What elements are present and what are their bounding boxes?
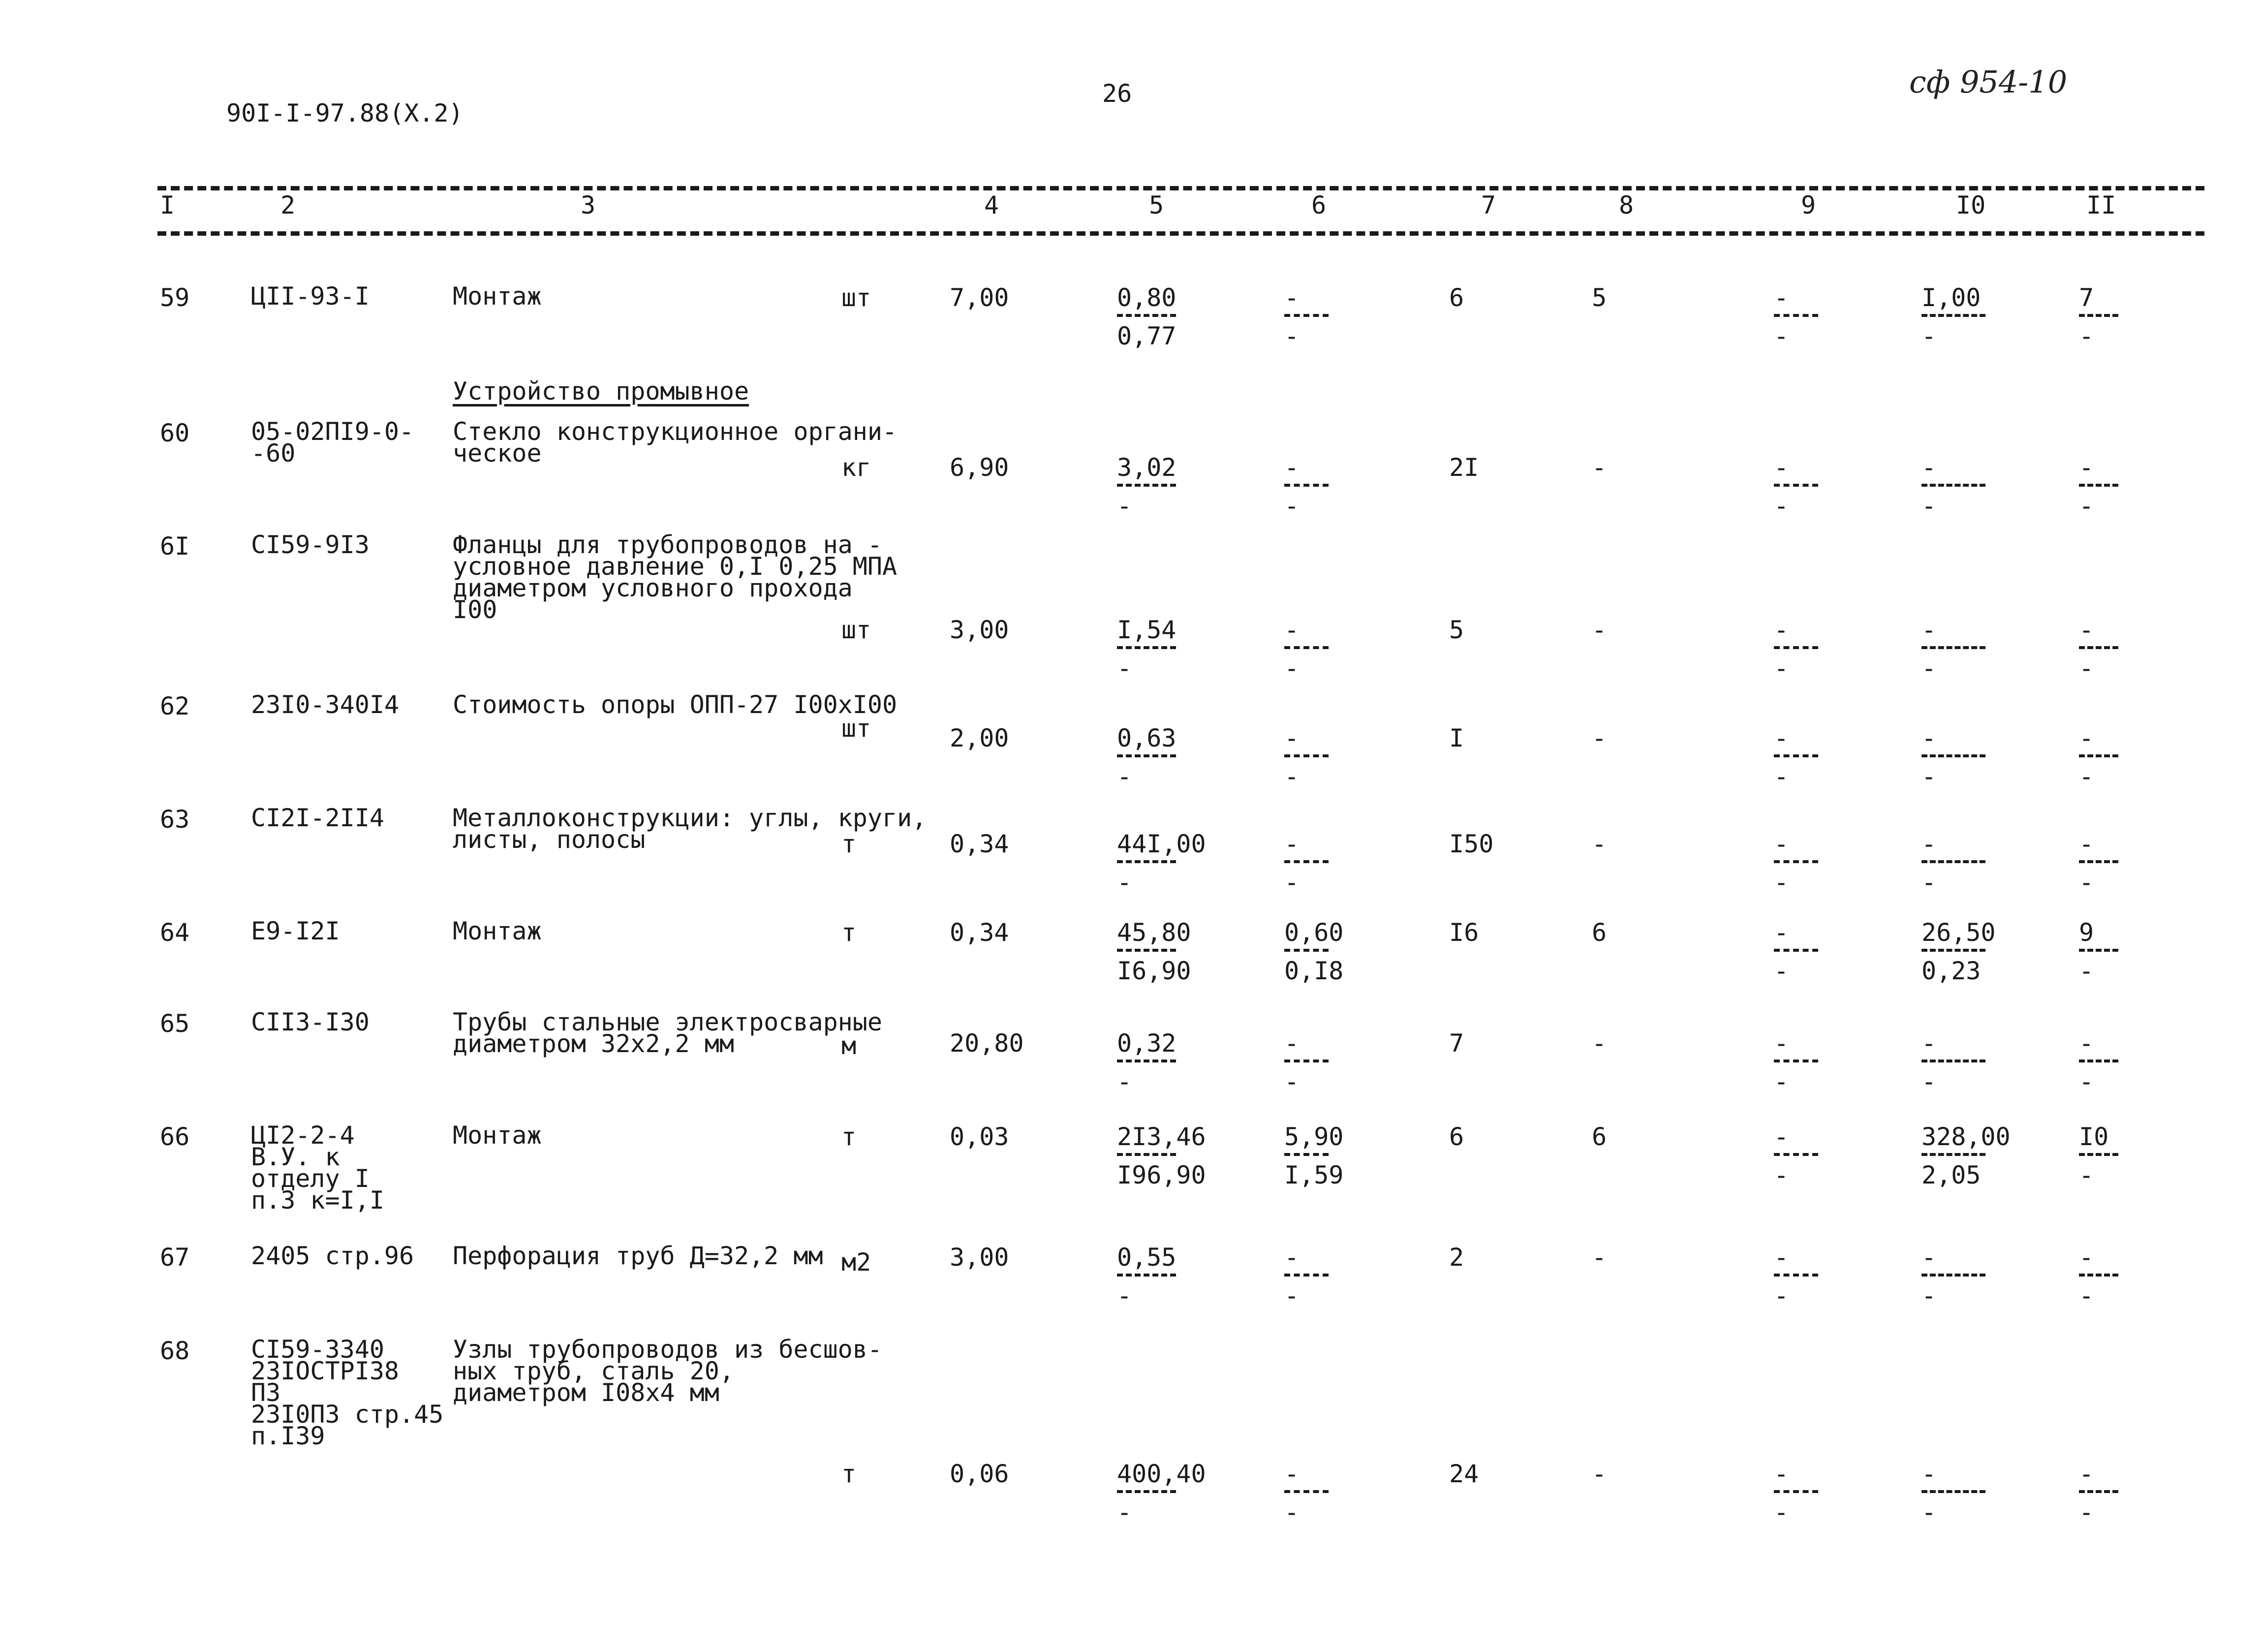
col-6-rule bbox=[1284, 646, 1329, 649]
col-11-top: I0 bbox=[2079, 1122, 2109, 1151]
page-number: 26 bbox=[1102, 79, 1132, 108]
col-7-value: 7 bbox=[1449, 1029, 1464, 1058]
col-10-rule bbox=[1921, 1060, 1985, 1062]
col-5-top: 0,55 bbox=[1117, 1243, 1177, 1272]
row-number: 66 bbox=[160, 1122, 190, 1151]
col-10-top: 328,00 bbox=[1921, 1122, 2011, 1151]
col-5-rule bbox=[1117, 646, 1176, 649]
col-7-value: 24 bbox=[1449, 1460, 1479, 1488]
col-6-bottom: - bbox=[1284, 762, 1300, 791]
col-6-rule bbox=[1284, 1153, 1329, 1156]
col-8-value: - bbox=[1592, 830, 1607, 858]
row-number: 65 bbox=[160, 1009, 190, 1038]
item-name: Монтаж bbox=[453, 282, 542, 311]
col-5-rule bbox=[1117, 949, 1176, 952]
col-4-value: 0,34 bbox=[950, 830, 1009, 858]
col-6-bottom: - bbox=[1284, 1498, 1300, 1527]
col-5-top: I,54 bbox=[1117, 616, 1177, 644]
col-11-rule bbox=[2079, 860, 2118, 863]
col-5-rule bbox=[1117, 484, 1176, 487]
col-9-top: - bbox=[1774, 918, 1789, 947]
col-9-top: - bbox=[1774, 453, 1789, 482]
col-5-rule bbox=[1117, 1274, 1176, 1277]
col-5-rule bbox=[1117, 1060, 1176, 1062]
col-10-top: 26,50 bbox=[1921, 918, 1996, 947]
col-10-bottom: - bbox=[1921, 762, 1937, 791]
item-code: E9-I2I bbox=[251, 917, 340, 945]
section-title: Устройство промывное bbox=[453, 377, 749, 405]
col-6-top: 0,60 bbox=[1284, 918, 1344, 947]
col-9-rule bbox=[1774, 1153, 1818, 1156]
col-5-top: 44I,00 bbox=[1117, 830, 1206, 858]
col-9-top: - bbox=[1774, 1460, 1789, 1488]
col-11-rule bbox=[2079, 754, 2118, 757]
col-6-top: 5,90 bbox=[1284, 1122, 1344, 1151]
unit: т bbox=[841, 1122, 857, 1151]
col-4-value: 6,90 bbox=[950, 453, 1009, 482]
col-6-top: - bbox=[1284, 1243, 1300, 1272]
col-11-top: - bbox=[2079, 1243, 2094, 1272]
column-header-5: 5 bbox=[1149, 191, 1164, 219]
col-10-top: - bbox=[1921, 830, 1937, 858]
row-number: 68 bbox=[160, 1337, 190, 1365]
column-header-3: 3 bbox=[581, 191, 596, 219]
header-top-rule bbox=[157, 186, 2204, 190]
item-code: 2405 стр.96 bbox=[251, 1242, 414, 1270]
col-11-bottom: - bbox=[2079, 322, 2094, 350]
col-6-rule bbox=[1284, 484, 1329, 487]
col-8-value: - bbox=[1592, 1029, 1607, 1058]
col-10-bottom: 0,23 bbox=[1921, 957, 1981, 985]
col-10-rule bbox=[1921, 860, 1985, 863]
item-name: Трубы стальные электросварные диаметром 32x2,2 мм bbox=[453, 1008, 882, 1058]
col-8-value: 6 bbox=[1592, 918, 1607, 947]
col-6-bottom: I,59 bbox=[1284, 1161, 1344, 1189]
col-6-bottom: - bbox=[1284, 1067, 1300, 1096]
col-7-value: 2I bbox=[1449, 453, 1479, 482]
col-9-top: - bbox=[1774, 283, 1789, 312]
col-11-bottom: - bbox=[2079, 868, 2094, 897]
col-9-bottom: - bbox=[1774, 1281, 1789, 1310]
col-5-bottom: I6,90 bbox=[1117, 957, 1191, 985]
col-9-bottom: - bbox=[1774, 492, 1789, 520]
col-8-value: - bbox=[1592, 1460, 1607, 1488]
col-11-top: 9 bbox=[2079, 918, 2094, 947]
col-11-rule bbox=[2079, 1490, 2118, 1493]
col-6-rule bbox=[1284, 860, 1329, 863]
col-7-value: I50 bbox=[1449, 830, 1494, 858]
column-header-4: 4 bbox=[984, 191, 999, 219]
column-header-6: 6 bbox=[1311, 191, 1327, 219]
col-10-bottom: - bbox=[1921, 1281, 1937, 1310]
col-5-rule bbox=[1117, 314, 1176, 317]
col-6-top: - bbox=[1284, 830, 1300, 858]
column-header-11: II bbox=[2086, 191, 2116, 219]
col-11-rule bbox=[2079, 484, 2118, 487]
col-9-top: - bbox=[1774, 1243, 1789, 1272]
col-5-bottom: - bbox=[1117, 762, 1132, 791]
col-10-bottom: - bbox=[1921, 868, 1937, 897]
col-6-rule bbox=[1284, 314, 1329, 317]
col-6-rule bbox=[1284, 1490, 1329, 1493]
col-8-value: - bbox=[1592, 616, 1607, 644]
col-5-top: 400,40 bbox=[1117, 1460, 1206, 1488]
col-4-value: 0,06 bbox=[950, 1460, 1009, 1488]
col-10-bottom: 2,05 bbox=[1921, 1161, 1981, 1189]
col-9-bottom: - bbox=[1774, 654, 1789, 683]
col-5-top: 45,80 bbox=[1117, 918, 1191, 947]
unit: м bbox=[841, 1031, 857, 1060]
col-11-top: - bbox=[2079, 830, 2094, 858]
col-9-bottom: - bbox=[1774, 1161, 1789, 1189]
item-name: Стекло конструкционное органи- ческое bbox=[453, 417, 898, 468]
col-9-rule bbox=[1774, 314, 1818, 317]
col-10-rule bbox=[1921, 484, 1985, 487]
col-11-top: - bbox=[2079, 724, 2094, 752]
row-number: 59 bbox=[160, 283, 190, 312]
unit: м2 bbox=[841, 1248, 871, 1277]
item-code: 05-02ПI9-0- -60 bbox=[251, 417, 414, 468]
col-11-bottom: - bbox=[2079, 1281, 2094, 1310]
col-9-rule bbox=[1774, 484, 1818, 487]
col-10-rule bbox=[1921, 646, 1985, 649]
item-code: CI59-9I3 bbox=[251, 530, 370, 559]
col-6-bottom: 0,I8 bbox=[1284, 957, 1344, 985]
row-number: 67 bbox=[160, 1243, 190, 1272]
col-8-value: 5 bbox=[1592, 283, 1607, 312]
col-8-value: - bbox=[1592, 453, 1607, 482]
col-5-bottom: 0,77 bbox=[1117, 322, 1177, 350]
col-11-bottom: - bbox=[2079, 957, 2094, 985]
item-code: CII3-I30 bbox=[251, 1008, 370, 1036]
col-9-rule bbox=[1774, 860, 1818, 863]
handwritten-note: сф 954-10 bbox=[1909, 64, 2068, 100]
unit: кг bbox=[841, 453, 871, 482]
col-7-value: I6 bbox=[1449, 918, 1479, 947]
col-10-rule bbox=[1921, 1153, 1985, 1156]
col-5-bottom: - bbox=[1117, 492, 1132, 520]
item-code: ЦII-93-I bbox=[251, 282, 370, 311]
col-6-bottom: - bbox=[1284, 1281, 1300, 1310]
col-11-top: - bbox=[2079, 1460, 2094, 1488]
col-11-rule bbox=[2079, 1153, 2118, 1156]
col-4-value: 2,00 bbox=[950, 724, 1009, 752]
item-code: CI2I-2II4 bbox=[251, 804, 384, 832]
column-header-2: 2 bbox=[280, 191, 296, 219]
column-header-8: 8 bbox=[1619, 191, 1634, 219]
col-6-top: - bbox=[1284, 724, 1300, 752]
document-code: 90I-I-97.88(X.2) bbox=[226, 99, 464, 127]
col-9-bottom: - bbox=[1774, 957, 1789, 985]
col-6-top: - bbox=[1284, 283, 1300, 312]
col-11-bottom: - bbox=[2079, 1067, 2094, 1096]
item-code: 23I0-340I4 bbox=[251, 690, 400, 719]
col-10-top: - bbox=[1921, 1243, 1937, 1272]
col-6-bottom: - bbox=[1284, 492, 1300, 520]
col-9-bottom: - bbox=[1774, 322, 1789, 350]
col-5-bottom: - bbox=[1117, 868, 1132, 897]
col-5-bottom: I96,90 bbox=[1117, 1161, 1206, 1189]
item-name: Узлы трубопроводов из бесшов- ных труб, сталь 20, диаметром I08x4 мм bbox=[453, 1335, 882, 1407]
col-11-bottom: - bbox=[2079, 492, 2094, 520]
col-10-top: I,00 bbox=[1921, 283, 1981, 312]
col-9-top: - bbox=[1774, 724, 1789, 752]
col-10-rule bbox=[1921, 1274, 1985, 1277]
col-11-bottom: - bbox=[2079, 762, 2094, 791]
col-6-rule bbox=[1284, 754, 1329, 757]
col-5-bottom: - bbox=[1117, 1067, 1132, 1096]
col-5-top: 2I3,46 bbox=[1117, 1122, 1206, 1151]
item-name: Монтаж bbox=[453, 1121, 542, 1150]
col-5-rule bbox=[1117, 860, 1176, 863]
row-number: 62 bbox=[160, 692, 190, 720]
item-name: Стоимость опоры ОПП-27 I00xI00 bbox=[453, 690, 898, 719]
column-header-1: I bbox=[160, 191, 175, 219]
col-11-rule bbox=[2079, 646, 2118, 649]
column-header-9: 9 bbox=[1801, 191, 1816, 219]
item-name: Фланцы для трубопроводов на - условное давление 0,I 0,25 МПА диаметром условного прохода I00 bbox=[453, 530, 898, 624]
col-11-top: - bbox=[2079, 453, 2094, 482]
col-6-bottom: - bbox=[1284, 868, 1300, 897]
col-9-top: - bbox=[1774, 1122, 1789, 1151]
col-10-bottom: - bbox=[1921, 1067, 1937, 1096]
col-5-top: 0,80 bbox=[1117, 283, 1177, 312]
col-11-bottom: - bbox=[2079, 1498, 2094, 1527]
unit: т bbox=[841, 830, 857, 858]
col-6-rule bbox=[1284, 1060, 1329, 1062]
col-4-value: 3,00 bbox=[950, 1243, 1009, 1272]
col-8-value: - bbox=[1592, 1243, 1607, 1272]
col-4-value: 3,00 bbox=[950, 616, 1009, 644]
col-9-rule bbox=[1774, 1060, 1818, 1062]
col-5-rule bbox=[1117, 1153, 1176, 1156]
row-number: 60 bbox=[160, 419, 190, 447]
col-7-value: 6 bbox=[1449, 283, 1464, 312]
col-8-value: 6 bbox=[1592, 1122, 1607, 1151]
col-9-rule bbox=[1774, 754, 1818, 757]
col-10-bottom: - bbox=[1921, 654, 1937, 683]
col-9-rule bbox=[1774, 1490, 1818, 1493]
col-4-value: 0,34 bbox=[950, 918, 1009, 947]
col-10-rule bbox=[1921, 1490, 1985, 1493]
col-10-top: - bbox=[1921, 1460, 1937, 1488]
col-10-top: - bbox=[1921, 616, 1937, 644]
col-7-value: I bbox=[1449, 724, 1464, 752]
col-11-rule bbox=[2079, 1274, 2118, 1277]
col-6-rule bbox=[1284, 949, 1329, 952]
col-4-value: 7,00 bbox=[950, 283, 1009, 312]
col-9-top: - bbox=[1774, 616, 1789, 644]
col-6-top: - bbox=[1284, 1460, 1300, 1488]
col-6-rule bbox=[1284, 1274, 1329, 1277]
col-6-top: - bbox=[1284, 1029, 1300, 1058]
col-4-value: 20,80 bbox=[950, 1029, 1024, 1058]
col-11-rule bbox=[2079, 1060, 2118, 1062]
col-11-rule bbox=[2079, 314, 2118, 317]
col-10-bottom: - bbox=[1921, 492, 1937, 520]
unit: т bbox=[841, 1460, 857, 1488]
col-5-top: 0,32 bbox=[1117, 1029, 1177, 1058]
col-10-rule bbox=[1921, 949, 1985, 952]
col-11-bottom: - bbox=[2079, 654, 2094, 683]
col-10-bottom: - bbox=[1921, 322, 1937, 350]
col-9-bottom: - bbox=[1774, 762, 1789, 791]
col-6-top: - bbox=[1284, 453, 1300, 482]
item-code: CI59-3340 23IОСТРI38 П3 23I0П3 стр.45 п.I39 bbox=[251, 1335, 444, 1450]
col-10-rule bbox=[1921, 754, 1985, 757]
item-name: Перфорация труб Д=32,2 мм bbox=[453, 1242, 823, 1270]
col-5-bottom: - bbox=[1117, 1498, 1132, 1527]
col-5-rule bbox=[1117, 1490, 1176, 1493]
col-5-top: 3,02 bbox=[1117, 453, 1177, 482]
col-6-top: - bbox=[1284, 616, 1300, 644]
col-9-top: - bbox=[1774, 1029, 1789, 1058]
col-9-rule bbox=[1774, 949, 1818, 952]
col-9-bottom: - bbox=[1774, 1067, 1789, 1096]
unit: шт bbox=[841, 283, 871, 312]
col-11-top: 7 bbox=[2079, 283, 2094, 312]
col-5-bottom: - bbox=[1117, 1281, 1132, 1310]
col-10-top: - bbox=[1921, 1029, 1937, 1058]
col-10-top: - bbox=[1921, 453, 1937, 482]
column-header-10: I0 bbox=[1956, 191, 1986, 219]
col-7-value: 6 bbox=[1449, 1122, 1464, 1151]
row-number: 63 bbox=[160, 805, 190, 834]
col-9-bottom: - bbox=[1774, 1498, 1789, 1527]
col-9-rule bbox=[1774, 1274, 1818, 1277]
item-name: Металлоконструкции: углы, круги, листы, полосы bbox=[453, 804, 927, 854]
col-5-rule bbox=[1117, 754, 1176, 757]
col-5-top: 0,63 bbox=[1117, 724, 1177, 752]
col-5-bottom: - bbox=[1117, 654, 1132, 683]
unit: т bbox=[841, 918, 857, 947]
col-9-top: - bbox=[1774, 830, 1789, 858]
unit: шт bbox=[841, 616, 871, 644]
col-9-bottom: - bbox=[1774, 868, 1789, 897]
col-10-top: - bbox=[1921, 724, 1937, 752]
col-7-value: 5 bbox=[1449, 616, 1464, 644]
col-11-top: - bbox=[2079, 616, 2094, 644]
header-bottom-rule bbox=[157, 231, 2204, 236]
col-9-rule bbox=[1774, 646, 1818, 649]
row-number: 64 bbox=[160, 918, 190, 947]
col-4-value: 0,03 bbox=[950, 1122, 1009, 1151]
col-11-top: - bbox=[2079, 1029, 2094, 1058]
column-header-7: 7 bbox=[1481, 191, 1496, 219]
unit: шт bbox=[841, 714, 871, 743]
col-10-rule bbox=[1921, 314, 1985, 317]
col-7-value: 2 bbox=[1449, 1243, 1464, 1272]
col-6-bottom: - bbox=[1284, 322, 1300, 350]
col-8-value: - bbox=[1592, 724, 1607, 752]
item-name: Монтаж bbox=[453, 917, 542, 945]
item-code: ЦI2-2-4 В.У. к отделу I п.3 к=I,I bbox=[251, 1121, 384, 1215]
col-6-bottom: - bbox=[1284, 654, 1300, 683]
row-number: 6I bbox=[160, 532, 190, 561]
col-11-rule bbox=[2079, 949, 2118, 952]
col-10-bottom: - bbox=[1921, 1498, 1937, 1527]
col-11-bottom: - bbox=[2079, 1161, 2094, 1189]
